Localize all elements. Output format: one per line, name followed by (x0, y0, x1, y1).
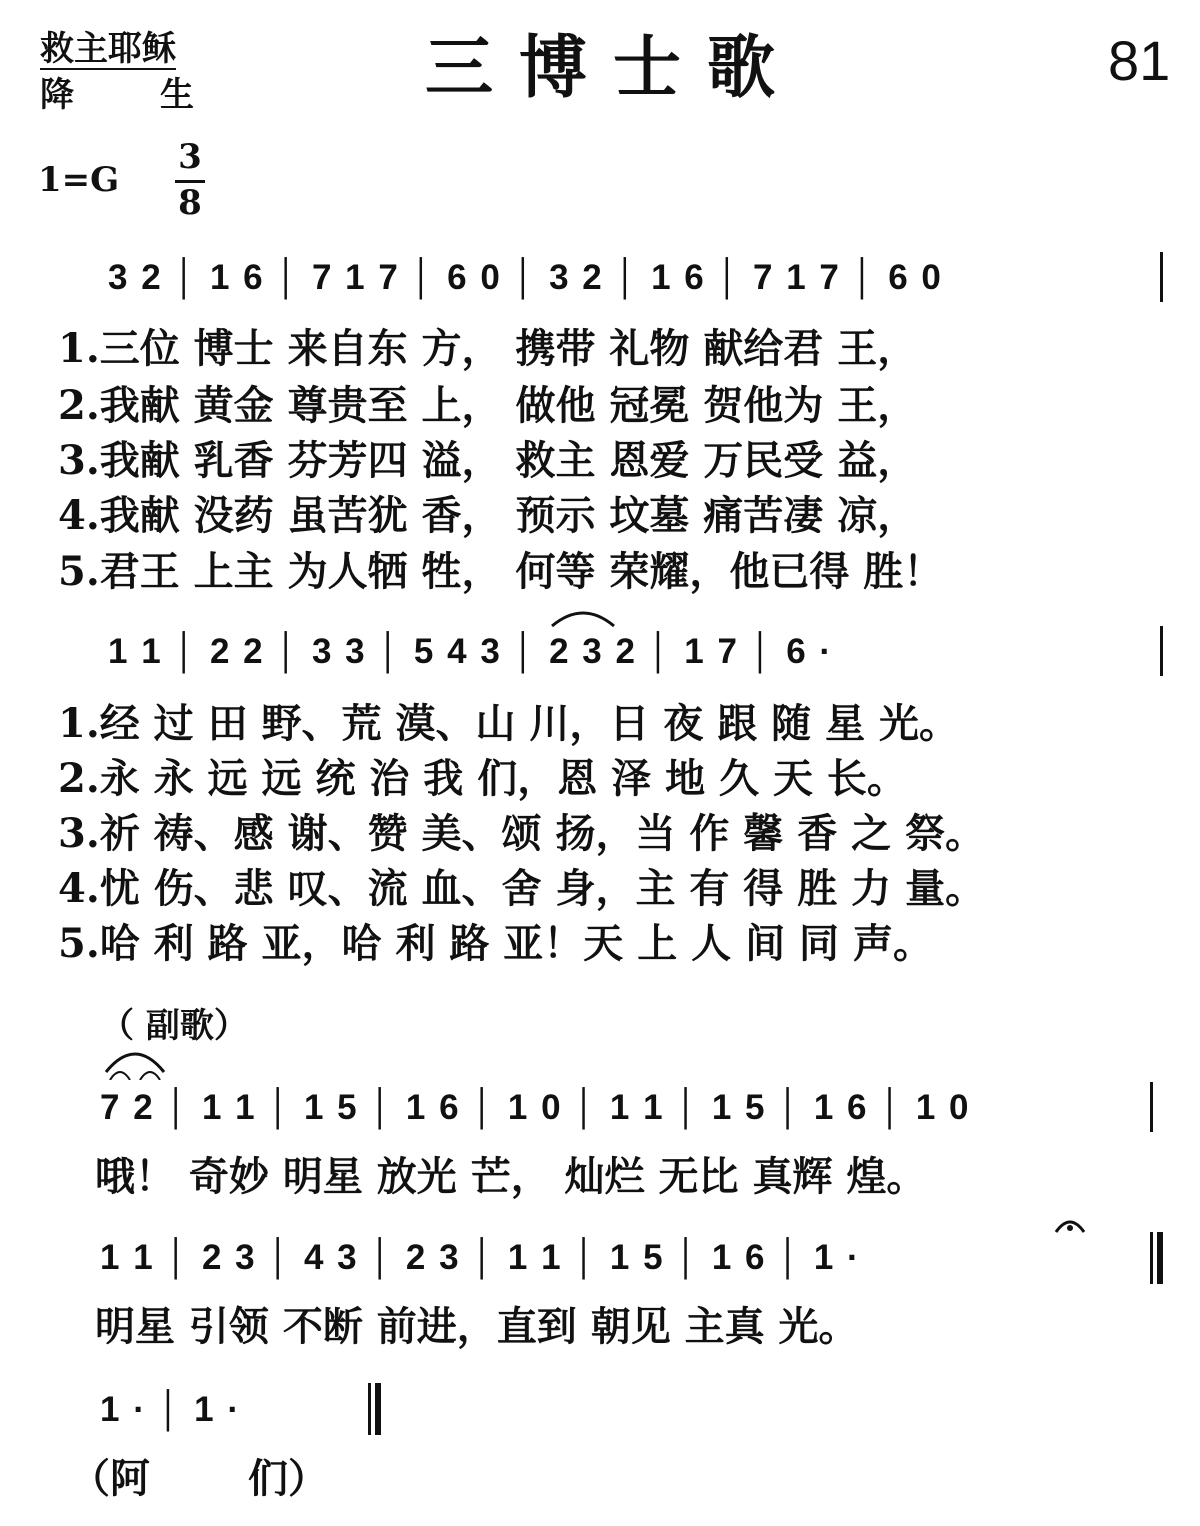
fermata-mark-final (1052, 1212, 1088, 1234)
amen-barline-thin (368, 1383, 371, 1435)
category-sub-label-a: 降 (40, 75, 74, 115)
verse1-lyric-line-5: 5.君王 上主 为人牺 牲， 何等 荣耀，他已得 胜！ (58, 548, 944, 595)
amen-lyric-b: 们） (248, 1455, 328, 1502)
page-number: 81 (1108, 29, 1171, 92)
slur-mark (548, 606, 618, 628)
amen-barline-thick (375, 1383, 381, 1435)
song-title: 三博士歌 (425, 28, 802, 108)
category-label: 救主耶稣 (40, 29, 176, 69)
verse1-lyric-line-3: 3.我献 乳香 芬芳四 溢， 救主 恩爱 万民受 益， (58, 437, 918, 484)
chorus-line1-lyrics: 哦！ 奇妙 明星 放光 芒， 灿烂 无比 真辉 煌。 (95, 1153, 927, 1200)
verse1-lyric-line-4: 4.我献 没药 虽苦犹 香， 预示 坟墓 痛苦凄 凉， (58, 492, 918, 539)
final-barline-thick (1157, 1232, 1163, 1284)
verse2-end-barline (1160, 626, 1163, 676)
chorus1-end-barline (1150, 1082, 1153, 1132)
fermata-marks (100, 1040, 170, 1080)
verse2-lyric-line-2: 2.永 永 远 远 统 治 我 们，恩 泽 地 久 天 长。 (58, 755, 907, 802)
verse2-notation: 1 1 │ 2 2 │ 3 3 │ 5 4 3 │ 2 3 2 │ 1 7 │ 6 · (108, 632, 834, 671)
chorus-line1-notation: 7 2 │ 1 1 │ 1 5 │ 1 6 │ 1 0 │ 1 1 │ 1 5 │ 1 6 │ 1 0 (100, 1088, 971, 1127)
verse2-lyric-line-3: 3.祈 祷、感 谢、赞 美、颂 扬，当 作 馨 香 之 祭。 (58, 810, 986, 857)
chorus-label: （ 副歌） (100, 1006, 248, 1046)
verse2-lyric-line-4: 4.忧 伤、悲 叹、流 血、舍 身，主 有 得 胜 力 量。 (58, 865, 986, 912)
key-signature: 1=G (38, 160, 120, 200)
final-barline-thin (1150, 1232, 1153, 1284)
time-signature-denominator: 8 (178, 183, 202, 223)
amen-notation: 1 · │ 1 · (100, 1390, 242, 1429)
verse1-lyric-line-1: 1.三位 博士 来自东 方， 携带 礼物 献给君 王， (58, 325, 918, 372)
verse1-notation: 3 2 │ 1 6 │ 7 1 7 │ 6 0 │ 3 2 │ 1 6 │ 7 1 7 │ 6 0 (108, 258, 943, 297)
chorus-line2-lyrics: 明星 引领 不断 前进，直到 朝见 主真 光。 (95, 1303, 859, 1350)
verse2-lyric-line-5: 5.哈 利 路 亚，哈 利 路 亚！天 上 人 间 同 声。 (58, 920, 933, 967)
amen-lyric-a: （阿 (70, 1455, 150, 1502)
verse1-end-barline (1160, 252, 1163, 302)
time-signature-numerator: 3 (178, 137, 202, 177)
verse2-lyric-line-1: 1.经 过 田 野、荒 漠、山 川，日 夜 跟 随 星 光。 (58, 700, 960, 747)
chorus-line2-notation: 1 1 │ 2 3 │ 4 3 │ 2 3 │ 1 1 │ 1 5 │ 1 6 │ 1 · (100, 1238, 861, 1277)
category-sub-label-b: 生 (160, 75, 194, 115)
verse1-lyric-line-2: 2.我献 黄金 尊贵至 上， 做他 冠冕 贺他为 王， (58, 382, 918, 429)
